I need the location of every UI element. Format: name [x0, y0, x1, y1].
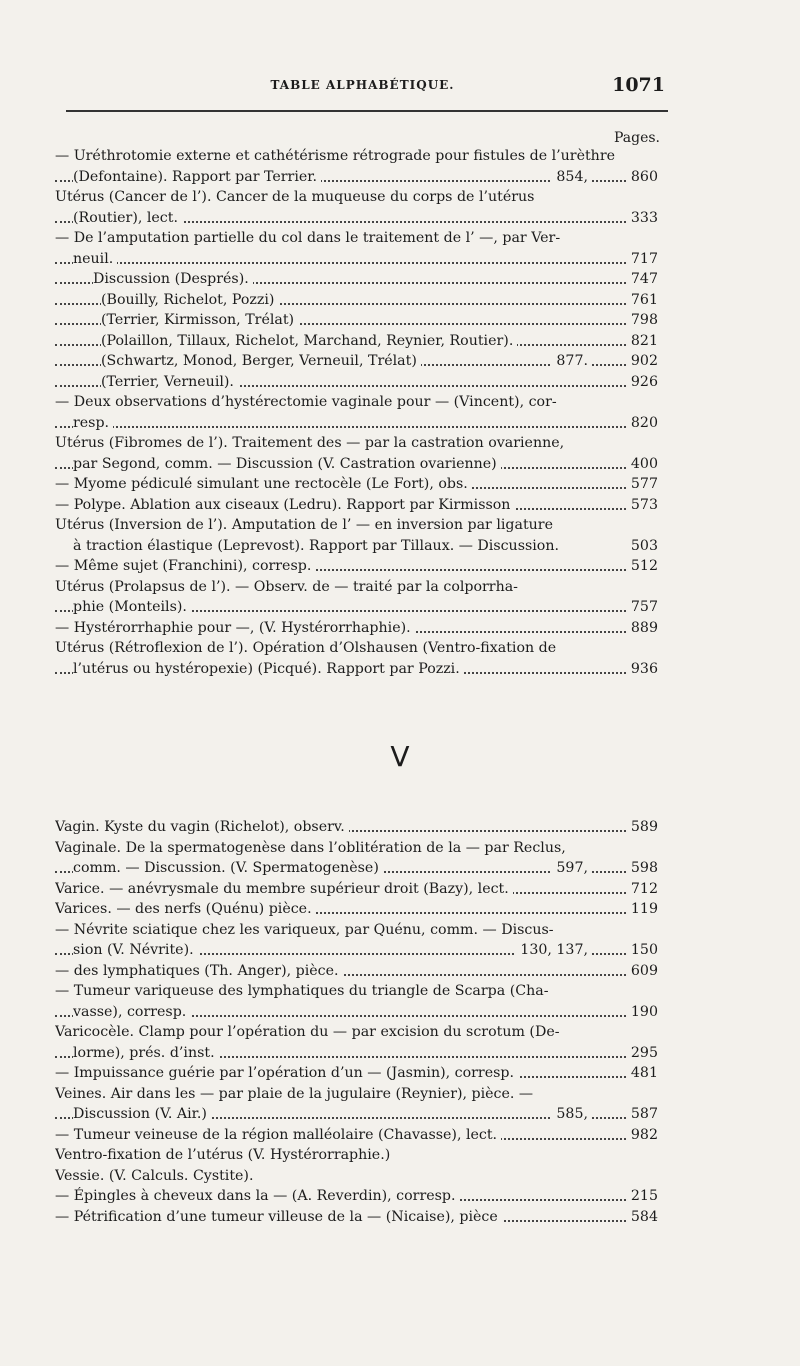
entry-page-ref: 712 — [627, 879, 658, 900]
entry-page-ref: 295 — [627, 1043, 658, 1064]
entry-page-ref: 598 — [627, 858, 658, 879]
entry-text: (Terrier, Verneuil). — [101, 372, 238, 393]
index-line — [55, 817, 658, 838]
entry-text: lorme), prés. d’inst. — [73, 1043, 219, 1064]
entry-page-ref: 503 — [627, 536, 658, 557]
index-line — [55, 1207, 658, 1228]
entry-text: Ventro-fixation de l’utérus (V. Hystérorraphie.) — [55, 1147, 391, 1163]
index-line — [55, 920, 658, 941]
index-line — [55, 228, 658, 249]
index-line — [55, 899, 658, 920]
index-line — [55, 577, 658, 598]
entry-text: (Defontaine). Rapport par Terrier. — [73, 167, 321, 188]
entry-text: (Bouilly, Richelot, Pozzi) — [101, 290, 278, 311]
entry-text: Vagin. Kyste du vagin (Richelot), observ. — [55, 817, 349, 838]
entry-text: Varices. — des nerfs (Quénu) pièce. — [55, 899, 316, 920]
entry-text: neuil. — [73, 249, 117, 270]
entry-page-ref: 119 — [627, 899, 658, 920]
entry-text: Discussion (V. Air.) — [73, 1104, 211, 1125]
entry-text: Utérus (Fibromes de l’). Traitement des — par la castration ovarienne, — [55, 435, 565, 451]
entry-page-ref: 761 — [627, 290, 658, 311]
index-line — [55, 269, 658, 290]
index-line — [55, 167, 658, 188]
index-line — [55, 433, 658, 454]
index-line — [55, 618, 658, 639]
index-line — [55, 1104, 658, 1125]
page-number: 1071 — [612, 74, 665, 96]
index-line — [55, 1125, 658, 1146]
entry-text: — Même sujet (Franchini), corresp. — [55, 556, 315, 577]
entry-page-ref: 577 — [627, 474, 658, 495]
entry-page-ref: 481 — [627, 1063, 658, 1084]
index-line — [55, 638, 658, 659]
entry-text: — Myome pédiculé simulant une rectocèle (Le Fort), obs. — [55, 474, 472, 495]
entry-text: — Impuissance guérie par l’opération d’un — (Jasmin), corresp. — [55, 1063, 518, 1084]
entry-text: — Uréthrotomie externe et cathétérisme rétrograde pour fistules de l’urèthre — [55, 148, 615, 164]
entry-page-ref-secondary: 597, — [552, 858, 592, 879]
entry-text: (Schwartz, Monod, Berger, Verneuil, Trélat) — [101, 351, 421, 372]
header-rule — [66, 110, 668, 112]
entry-text: (Routier), lect. — [73, 208, 182, 229]
index-line — [55, 1063, 658, 1084]
entry-text: Varice. — anévrysmale du membre supérieur droit (Bazy), lect. — [55, 879, 513, 900]
index-line — [55, 208, 658, 229]
entry-page-ref: 860 — [627, 167, 658, 188]
index-line — [55, 838, 658, 859]
index-line — [55, 981, 658, 1002]
index-entries-v — [55, 817, 658, 1227]
entry-text: — Pétrification d’une tumeur villeuse de la — (Nicaise), pièce — [55, 1207, 502, 1228]
entry-page-ref: 215 — [627, 1186, 658, 1207]
index-line — [55, 372, 658, 393]
index-line — [55, 331, 658, 352]
entry-text: — Névrite sciatique chez les variqueux, par Quénu, comm. — Discus- — [55, 921, 554, 938]
entry-page-ref: 926 — [627, 372, 658, 393]
index-line — [55, 474, 658, 495]
entry-text: — Hystérorrhaphie pour —, (V. Hystérorrhaphie). — [55, 618, 415, 639]
entry-page-ref: 902 — [627, 351, 658, 372]
index-line — [55, 961, 658, 982]
entry-text: Discussion (Després). — [93, 269, 253, 290]
section-letter: V — [390, 740, 410, 773]
index-line — [55, 146, 658, 167]
entry-page-ref: 798 — [627, 310, 658, 331]
index-line — [55, 187, 658, 208]
entry-page-ref: 982 — [627, 1125, 658, 1146]
index-line — [55, 351, 658, 372]
index-line — [55, 392, 658, 413]
entry-text: l’utérus ou hystéropexie) (Picqué). Rapport par Pozzi. — [73, 659, 464, 680]
entry-page-ref: 584 — [627, 1207, 658, 1228]
index-line — [55, 290, 658, 311]
entry-page-ref-secondary: 854, — [552, 167, 592, 188]
entry-text: phie (Monteils). — [73, 597, 191, 618]
entry-page-ref: 820 — [627, 413, 658, 434]
index-line — [55, 310, 658, 331]
index-line — [55, 659, 658, 680]
index-line — [55, 597, 658, 618]
running-head — [60, 74, 665, 100]
entry-text: sion (V. Névrite). — [73, 940, 198, 961]
index-line — [55, 1022, 658, 1043]
entry-page-ref: 587 — [627, 1104, 658, 1125]
index-line — [55, 879, 658, 900]
pages-column-label: Pages. — [613, 130, 660, 146]
entry-text: — Tumeur variqueuse des lymphatiques du triangle de Scarpa (Cha- — [55, 983, 549, 999]
entry-page-ref: 936 — [627, 659, 658, 680]
index-line — [55, 556, 658, 577]
index-line — [55, 858, 658, 879]
entry-text: — des lymphatiques (Th. Anger), pièce. — [55, 961, 343, 982]
entry-text: par Segond, comm. — Discussion (V. Castration ovarienne) — [73, 454, 501, 475]
entry-text: Utérus (Inversion de l’). Amputation de l’ — en inversion par ligature — [55, 517, 553, 533]
index-entries-u — [55, 146, 658, 679]
index-line — [55, 1002, 658, 1023]
entry-page-ref: 757 — [627, 597, 658, 618]
index-line — [55, 940, 658, 961]
index-line — [55, 1145, 658, 1166]
index-line — [55, 1084, 658, 1105]
entry-text: Varicocèle. Clamp pour l’opération du — par excision du scrotum (De- — [55, 1024, 560, 1040]
entry-page-ref: 512 — [627, 556, 658, 577]
entry-page-ref: 150 — [627, 940, 658, 961]
entry-text: — Polype. Ablation aux ciseaux (Ledru). Rapport par Kirmisson — [55, 495, 514, 516]
index-line — [55, 536, 658, 557]
entry-text: à traction élastique (Leprevost). Rapport par Tillaux. — Discussion. — [73, 537, 559, 554]
entry-text: (Terrier, Kirmisson, Trélat) — [101, 310, 298, 331]
entry-page-ref: 333 — [627, 208, 658, 229]
entry-page-ref: 889 — [627, 618, 658, 639]
entry-text: vasse), corresp. — [73, 1002, 190, 1023]
entry-page-ref: 190 — [627, 1002, 658, 1023]
entry-text: resp. — [73, 413, 113, 434]
index-line — [55, 515, 658, 536]
entry-page-ref: 589 — [627, 817, 658, 838]
entry-text: — Tumeur veineuse de la région malléolaire (Chavasse), lect. — [55, 1125, 501, 1146]
entry-text: Utérus (Prolapsus de l’). — Observ. de — traité par la colporrha- — [55, 578, 518, 595]
entry-page-ref: 747 — [627, 269, 658, 290]
index-line — [55, 413, 658, 434]
entry-text: — Épingles à cheveux dans la — (A. Reverdin), corresp. — [55, 1186, 460, 1207]
index-line — [55, 1166, 658, 1187]
index-line — [55, 1186, 658, 1207]
entry-text: Vessie. (V. Calculs. Cystite). — [55, 1167, 254, 1184]
entry-text: (Polaillon, Tillaux, Richelot, Marchand, Reynier, Routier). — [101, 331, 517, 352]
entry-text: Utérus (Rétroflexion de l’). Opération d’Olshausen (Ventro-fixation de — [55, 640, 557, 656]
entry-text: Veines. Air dans les — par plaie de la jugulaire (Reynier), pièce. — — [55, 1085, 534, 1102]
index-line — [55, 495, 658, 516]
entry-text: comm. — Discussion. (V. Spermatogenèse) — [73, 858, 383, 879]
page-title: TABLE ALPHABÉTIQUE. — [270, 78, 455, 92]
entry-page-ref: 821 — [627, 331, 658, 352]
entry-page-ref: 717 — [627, 249, 658, 270]
entry-text: — De l’amputation partielle du col dans le traitement de l’ —, par Ver- — [55, 230, 561, 246]
entry-page-ref-secondary: 877. — [552, 351, 592, 372]
entry-text: — Deux observations d’hystérectomie vaginale pour — (Vincent), cor- — [55, 394, 557, 410]
index-line — [55, 249, 658, 270]
entry-text: Utérus (Cancer de l’). Cancer de la muqueuse du corps de l’utérus — [55, 189, 535, 205]
entry-text: Vaginale. De la spermatogenèse dans l’oblitération de la — par Reclus, — [55, 839, 566, 856]
index-line — [55, 454, 658, 475]
entry-page-ref-secondary: 585, — [552, 1104, 592, 1125]
entry-page-ref-secondary: 130, 137, — [516, 940, 592, 961]
entry-page-ref: 400 — [627, 454, 658, 475]
entry-page-ref: 609 — [627, 961, 658, 982]
index-line — [55, 1043, 658, 1064]
entry-page-ref: 573 — [627, 495, 658, 516]
